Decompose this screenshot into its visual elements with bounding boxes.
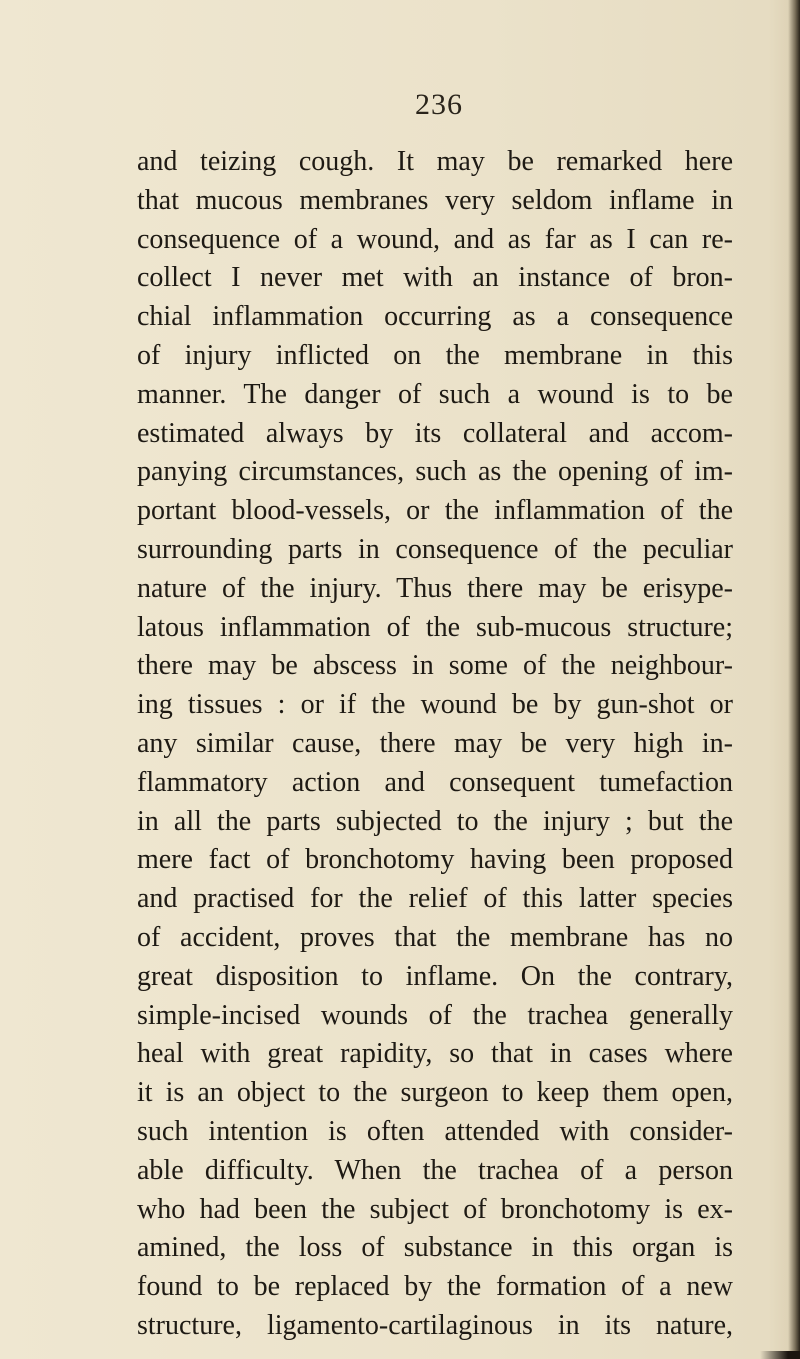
text-line: of injury inflicted on the membrane in this: [137, 339, 733, 371]
text-line: portant blood-vessels, or the inflammation of the: [137, 495, 733, 527]
text-line: structure, ligamento-cartilaginous in its nature,: [137, 1309, 733, 1341]
text-line: chial inflammation occurring as a consequence: [137, 301, 733, 333]
text-line: heal with great rapidity, so that in cases where: [137, 1038, 733, 1070]
body-text: [137, 143, 733, 1346]
page-corner-mark: [760, 1351, 800, 1359]
text-line: such intention is often attended with consider-: [137, 1115, 733, 1147]
text-line: collect I never met with an instance of bron-: [137, 262, 733, 294]
text-line: manner. The danger of such a wound is to be: [137, 378, 733, 410]
text-line: consequence of a wound, and as far as I can re-: [137, 223, 733, 255]
text-line: of accident, proves that the membrane has no: [137, 921, 733, 953]
text-line: surrounding parts in consequence of the peculiar: [137, 533, 733, 565]
text-line: and practised for the relief of this latter species: [137, 883, 733, 915]
text-line: and teizing cough. It may be remarked here: [137, 146, 733, 177]
text-line: who had been the subject of bronchotomy is ex-: [137, 1193, 733, 1225]
text-line: nature of the injury. Thus there may be erisype-: [137, 572, 733, 604]
text-line: mere fact of bronchotomy having been proposed: [137, 844, 733, 876]
text-line: latous inflammation of the sub-mucous structure;: [137, 611, 733, 643]
text-line: any similar cause, there may be very high in-: [137, 727, 733, 759]
text-line: flammatory action and consequent tumefaction: [137, 766, 733, 798]
text-line: great disposition to inflame. On the contrary,: [137, 960, 733, 992]
text-line: able difficulty. When the trachea of a person: [137, 1154, 733, 1186]
text-line: amined, the loss of substance in this organ is: [137, 1232, 733, 1264]
text-line: simple-incised wounds of the trachea generally: [137, 999, 733, 1031]
page-number: 236: [415, 88, 463, 121]
text-line: ing tissues : or if the wound be by gun-shot or: [137, 689, 733, 721]
text-line: panying circumstances, such as the opening of im-: [137, 456, 733, 488]
text-line: there may be abscess in some of the neighbour-: [137, 650, 733, 682]
text-line: it is an object to the surgeon to keep them open,: [137, 1077, 733, 1109]
text-line: estimated always by its collateral and accom-: [137, 417, 733, 449]
text-line: that mucous membranes very seldom inflame in: [137, 184, 733, 216]
text-line: found to be replaced by the formation of a new: [137, 1271, 733, 1303]
page-edge-shadow: [788, 0, 800, 1359]
text-line: in all the parts subjected to the injury ; but the: [137, 805, 733, 837]
